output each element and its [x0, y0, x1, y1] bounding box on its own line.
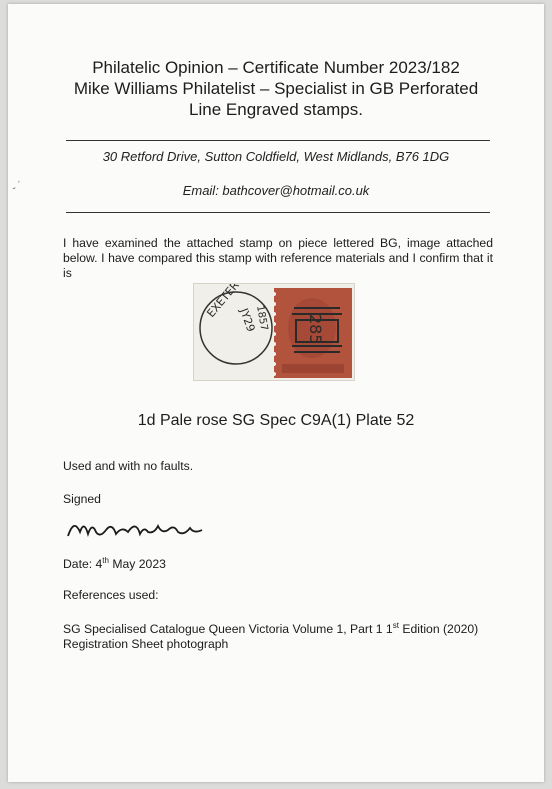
postmark-date: JY29	[237, 306, 258, 334]
date-line: Date: 4th May 2023	[63, 556, 166, 572]
signed-label: Signed	[63, 492, 101, 506]
intro-paragraph: I have examined the attached stamp on piece lettered BG, image attached below. I have compared this stamp with reference materials and I confirm that it is	[63, 236, 493, 280]
header-title: Philatelic Opinion – Certificate Number 2023/182	[92, 58, 460, 77]
certificate-header	[0, 57, 552, 120]
address-line: 30 Retford Drive, Sutton Coldfield, West Midlands, B76 1DG	[102, 149, 450, 164]
stamp-on-piece-illustration	[194, 284, 354, 380]
reference-catalogue: SG Specialised Catalogue Queen Victoria Volume 1, Part 1 1st Edition (2020)	[63, 621, 479, 637]
header-subtitle: Mike Williams Philatelist – Specialist in GB Perforated	[73, 79, 479, 98]
top-divider	[66, 140, 490, 141]
header-subtitle-cont: Line Engraved stamps.	[189, 100, 363, 119]
bottom-divider	[66, 212, 490, 213]
references-label: References used:	[63, 588, 159, 602]
numeral-285: 285	[306, 314, 325, 345]
signature-image	[66, 512, 206, 542]
postmark-year: 1857	[254, 304, 270, 332]
stamp-image	[193, 283, 355, 381]
email-line: Email: bathcover@hotmail.co.uk	[182, 183, 370, 198]
paper-mark: - ˊ	[10, 179, 25, 195]
condition-text: Used and with no faults.	[63, 459, 194, 473]
stamp-description: 1d Pale rose SG Spec C9A(1) Plate 52	[137, 412, 415, 429]
certificate-page	[8, 4, 544, 782]
reference-sheet: Registration Sheet photograph	[63, 637, 229, 651]
postmark-town: EXETER	[204, 284, 242, 320]
